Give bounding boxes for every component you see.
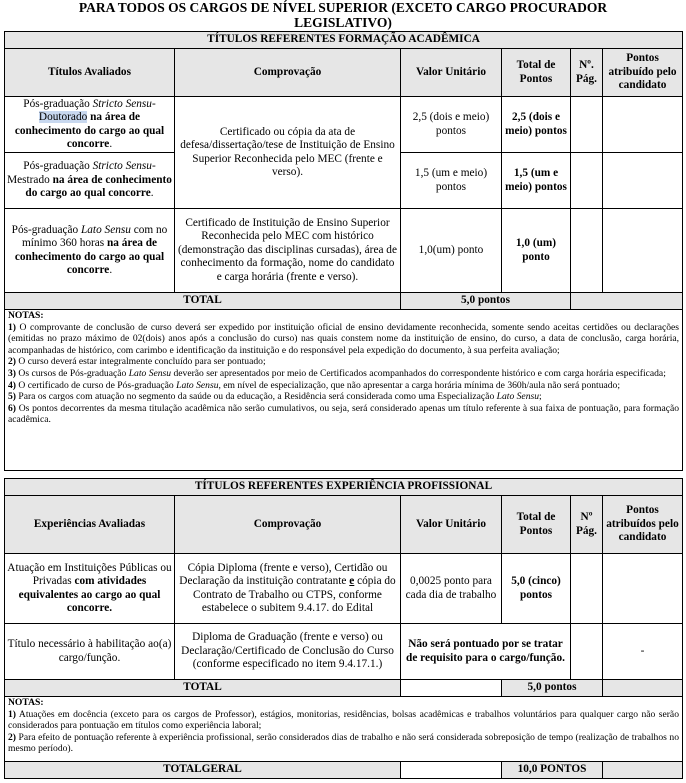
habilitation-title: Título necessário à habilitação ao(a) cargo/função.	[5, 624, 175, 680]
highlighted-word: Doutorado	[38, 111, 88, 123]
academic-total-blank	[571, 293, 683, 310]
note-item: 4) O certificado de curso de Pós-graduação Lato Sensu, em nível de especialização, que não apresentar a carga horária mínima de 360h/aula não será pontuado;	[8, 379, 621, 391]
page-no-cell[interactable]	[571, 209, 603, 293]
experience-section-title: TÍTULOS REFERENTES EXPERIÊNCIA PROFISSIONAL	[5, 479, 683, 496]
title-doctorate: Pós-graduação Stricto Sensu-Doutorado na área de conhecimento do cargo ao qual concorre.	[5, 97, 175, 153]
academic-notes-row	[5, 310, 683, 471]
academic-section-title: TÍTULOS REFERENTES FORMAÇÃO ACADÊMICA	[5, 32, 683, 49]
grand-total-blank-right	[603, 762, 683, 779]
academic-total-row	[5, 293, 683, 310]
col-header-page-no: Nº Pág.	[571, 496, 603, 554]
note-item: 1) Atuações em docência (exceto para os cargos de Professor), estágios, monitorias, residências, bolsas acadêmicas e trabalhos voluntários para qualquer cargo não serão considerados para pontuação em títulos como experiência laboral;	[8, 708, 679, 732]
title-masters: Pós-graduação Stricto Sensu- Mestrado na área de conhecimento do cargo ao qual concorre.	[5, 153, 175, 209]
experience-activity-title: Atuação em Instituições Públicas ou Privadas com atividades equivalentes ao cargo ao qual concorre.	[5, 554, 175, 624]
note-item: 6) Os pontos decorrentes da mesma titulação acadêmica não serão cumulativos, ou seja, será considerado apenas um título referente à sua faixa de pontuação, para formação acadêmica.	[8, 402, 680, 426]
note-item: 2) O curso deverá estar integralmente concluído para ser pontuado;	[8, 356, 266, 368]
experience-total-label: TOTAL	[5, 680, 401, 697]
experience-notes	[5, 697, 683, 762]
academic-titles-table	[4, 31, 683, 471]
note-item: 3) Os cursos de Pós-graduação Lato Sensu deverão ser apresentados por meio de Certificados acompanhados do correspondente histórico e com carga horária especificada;	[8, 367, 666, 379]
table-row	[5, 97, 683, 153]
notes-title: NOTAS:	[8, 310, 44, 321]
total-points-doctorate: 2,5 (dois e meio) pontos	[502, 97, 571, 153]
page-title-line-1: PARA TODOS OS CARGOS DE NÍVEL SUPERIOR (EXCETO CARGO PROCURADOR	[78, 0, 608, 15]
lato-sensu-proof: Certificado de Instituição de Ensino Superior Reconhecida pelo MEC com histórico (demonstração das disciplinas cursadas), área de conhecimento da formação, nome do candidato e carga horária (frente e verso).	[175, 209, 401, 293]
col-header-unit-value: Valor Unitário	[401, 496, 502, 554]
experience-total-blank	[401, 680, 502, 697]
col-header-candidate-points: Pontos atribuídos pelo candidato	[603, 496, 683, 554]
table-row	[5, 209, 683, 293]
col-header-titles: Títulos Avaliados	[5, 49, 175, 97]
habilitation-proof: Diploma de Graduação (frente e verso) ou Declaração/Certificado de Conclusão do Curso (conforme especificado no item 9.4.17.1.)	[175, 624, 401, 680]
note-item: 2) Para efeito de pontuação referente à experiência profissional, serão considerados dias de trabalho e não será considerada sobreposição de tempo (realização de trabalhos no mesmo período).	[8, 731, 679, 755]
unit-value-doctorate: 2,5 (dois e meio) pontos	[401, 97, 502, 153]
title-lato-sensu: Pós-graduação Lato Sensu com no mínimo 360 horas na área de conhecimento do cargo ao qual concorre.	[5, 209, 175, 293]
col-header-proof: Comprovação	[175, 496, 401, 554]
unit-value-experience: 0,0025 ponto para cada dia de trabalho	[401, 554, 502, 624]
total-points-experience: 5,0 (cinco) pontos	[502, 554, 571, 624]
total-points-masters: 1,5 (um e meio) pontos	[502, 153, 571, 209]
note-item: 1) O comprovante de conclusão de curso deverá ser expedido por instituição oficial de ensino devidamente reconhecida, somente sendo aceitas certidões ou declarações (emitidas no prazo máximo de 02(dois) anos após a conclusão do curso) nas quais constem nome da instituição de ensino, do curso, a data de conclusão, carga horária, acompanhadas de histórico, com carimbo e identificação da instituição e do responsável pela expedição do documento, à sua perfeita avaliação;	[8, 321, 680, 356]
academic-total-label: TOTAL	[5, 293, 401, 310]
page-title	[0, 0, 686, 30]
experience-total-row	[5, 680, 683, 697]
experience-titles-table	[4, 478, 683, 779]
col-header-proof: Comprovação	[175, 49, 401, 97]
experience-total-blank-right	[603, 680, 683, 697]
experience-activity-proof: Cópia Diploma (frente e verso), Certidão ou Declaração da instituição contratante e cópia do Contrato de Trabalho ou CTPS, conforme estabelece o subitem 9.4.17. do Edital	[175, 554, 401, 624]
academic-notes	[5, 310, 683, 471]
experience-total-value: 5,0 pontos	[502, 680, 603, 697]
academic-total-value: 5,0 pontos	[401, 293, 571, 310]
stricto-proof: Certificado ou cópia da ata de defesa/dissertação/tese de Instituição de Ensino Superior Reconhecida pelo MEC (frente e verso).	[175, 97, 401, 209]
page-no-cell[interactable]	[571, 554, 603, 624]
page-no-cell	[571, 624, 603, 680]
not-scored-notice: Não será pontuado por se tratar de requisito para o cargo/função.	[401, 624, 571, 680]
table-row	[5, 624, 683, 680]
page-no-cell[interactable]	[571, 97, 603, 153]
academic-column-header-row	[5, 49, 683, 97]
grand-total-row	[5, 762, 683, 779]
academic-section-header-row	[5, 32, 683, 49]
experience-column-header-row	[5, 496, 683, 554]
note-item: 5) Para os cargos com atuação no segmento da saúde ou da educação, a Residência será considerada como uma Especialização Lato Sensu;	[8, 391, 542, 403]
grand-total-blank	[401, 762, 502, 779]
page-title-line-2: LEGISLATIVO)	[294, 15, 392, 30]
col-header-page-no: Nº. Pág.	[571, 49, 603, 97]
candidate-points-cell[interactable]	[603, 209, 683, 293]
candidate-points-cell[interactable]	[603, 554, 683, 624]
experience-notes-row	[5, 697, 683, 762]
col-header-total-points: Total de Pontos	[502, 496, 571, 554]
col-header-total-points: Total de Pontos	[502, 49, 571, 97]
candidate-points-cell[interactable]	[603, 153, 683, 209]
unit-value-masters: 1,5 (um e meio) pontos	[401, 153, 502, 209]
candidate-points-cell[interactable]	[603, 97, 683, 153]
grand-total-label: TOTALGERAL	[5, 762, 401, 779]
unit-value-lato-sensu: 1,0(um) ponto	[401, 209, 502, 293]
page-no-cell[interactable]	[571, 153, 603, 209]
table-row	[5, 554, 683, 624]
candidate-points-dash: -	[603, 624, 683, 680]
col-header-unit-value: Valor Unitário	[401, 49, 502, 97]
experience-section-header-row	[5, 479, 683, 496]
col-header-experiences: Experiências Avaliadas	[5, 496, 175, 554]
grand-total-value: 10,0 PONTOS	[502, 762, 603, 779]
col-header-candidate-points: Pontos atribuído pelo candidato	[603, 49, 683, 97]
notes-title: NOTAS:	[8, 697, 44, 708]
total-points-lato-sensu: 1,0 (um) ponto	[502, 209, 571, 293]
